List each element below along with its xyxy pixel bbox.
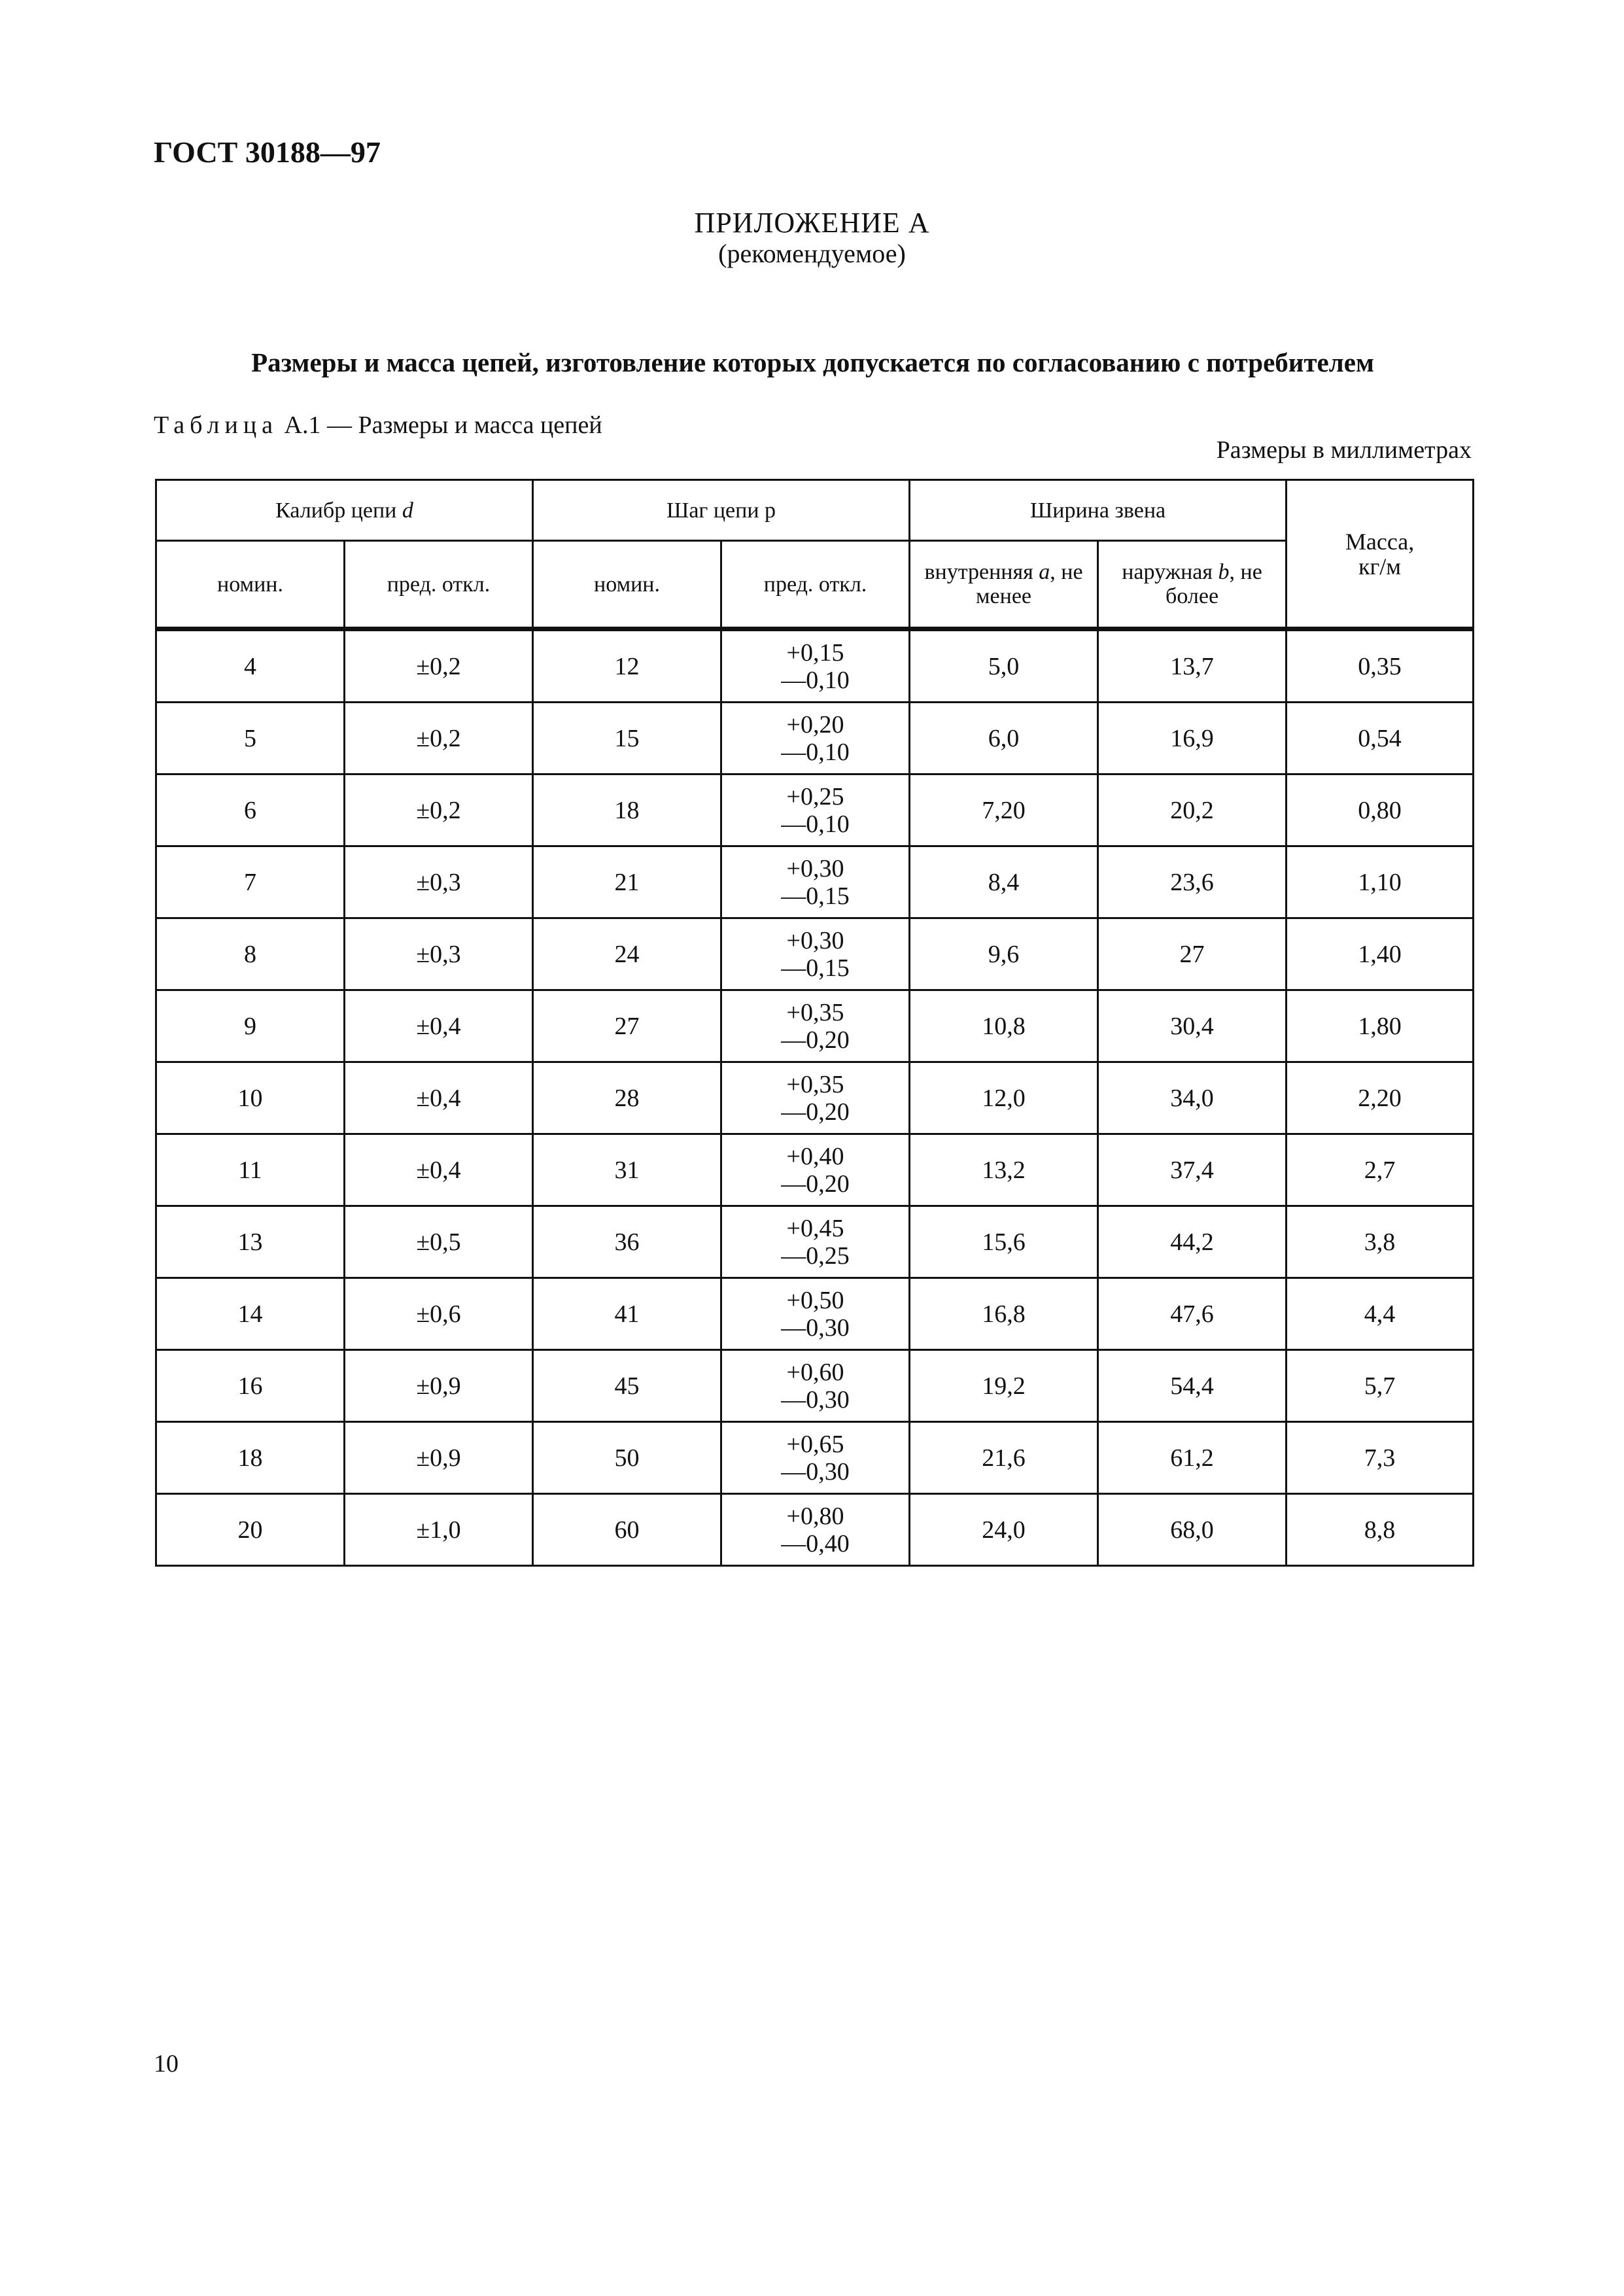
pitch-deviation-plus: +0,15	[786, 638, 844, 667]
pitch-deviation-minus: —0,20	[781, 1098, 850, 1126]
pitch-nominal-cell: 27	[533, 990, 721, 1062]
caliber-deviation-cell: ±0,4	[345, 1062, 533, 1134]
header-pitch: Шаг цепи р	[533, 480, 910, 541]
caliber-nominal-cell: 9	[156, 990, 345, 1062]
pitch-deviation-cell	[721, 1350, 910, 1422]
pitch-deviation-plus: +0,30	[786, 926, 844, 954]
outer-width-cell: 16,9	[1098, 703, 1287, 774]
caliber-deviation-cell: ±0,2	[345, 703, 533, 774]
mass-cell: 8,8	[1287, 1494, 1474, 1566]
caliber-nominal-cell: 8	[156, 918, 345, 990]
table-row	[156, 918, 1474, 990]
pitch-deviation-cell	[721, 1206, 910, 1278]
header-mass: Масса, кг/м	[1287, 480, 1474, 629]
pitch-nominal-cell: 50	[533, 1422, 721, 1494]
table-body	[156, 629, 1474, 1566]
pitch-deviation-plus: +0,40	[786, 1142, 844, 1170]
caliber-deviation-cell: ±0,5	[345, 1206, 533, 1278]
pitch-deviation-plus: +0,30	[786, 854, 844, 882]
chain-dimensions-table	[155, 479, 1474, 1567]
caliber-nominal-cell: 11	[156, 1134, 345, 1206]
pitch-nominal-cell: 12	[533, 629, 721, 703]
outer-width-cell: 61,2	[1098, 1422, 1287, 1494]
pitch-deviation-cell	[721, 1494, 910, 1566]
inner-width-cell: 7,20	[910, 774, 1098, 846]
caliber-deviation-cell: ±0,9	[345, 1422, 533, 1494]
caliber-deviation-cell: ±0,3	[345, 918, 533, 990]
section-heading: Размеры и масса цепей, изготовление которых допускается по согласованию с потребителем	[251, 347, 1374, 377]
mass-cell: 1,10	[1287, 846, 1474, 918]
inner-width-cell: 24,0	[910, 1494, 1098, 1566]
pitch-deviation-minus: —0,10	[781, 810, 850, 838]
inner-width-cell: 6,0	[910, 703, 1098, 774]
pitch-deviation-cell	[721, 1422, 910, 1494]
mass-cell: 0,80	[1287, 774, 1474, 846]
pitch-deviation-plus: +0,25	[786, 782, 844, 810]
pitch-deviation-minus: —0,10	[781, 738, 850, 766]
pitch-deviation-plus: +0,50	[786, 1286, 844, 1314]
pitch-deviation-plus: +0,45	[786, 1214, 844, 1242]
pitch-nominal-cell: 41	[533, 1278, 721, 1350]
pitch-nominal-cell: 28	[533, 1062, 721, 1134]
pitch-deviation-plus: +0,60	[786, 1358, 844, 1386]
inner-width-cell: 5,0	[910, 629, 1098, 703]
table-row	[156, 1062, 1474, 1134]
outer-width-cell: 34,0	[1098, 1062, 1287, 1134]
mass-cell: 2,20	[1287, 1062, 1474, 1134]
pitch-deviation-cell	[721, 1134, 910, 1206]
document-code: ГОСТ 30188—97	[154, 135, 381, 169]
pitch-deviation-cell	[721, 774, 910, 846]
mass-cell: 3,8	[1287, 1206, 1474, 1278]
table-row	[156, 1278, 1474, 1350]
table-header-row-1	[156, 480, 1474, 541]
table-row	[156, 846, 1474, 918]
pitch-deviation-plus: +0,35	[786, 998, 844, 1026]
pitch-deviation-minus: —0,30	[781, 1313, 850, 1342]
pitch-deviation-plus: +0,65	[786, 1430, 844, 1458]
table-row	[156, 629, 1474, 703]
appendix-subtitle: (рекомендуемое)	[718, 239, 906, 268]
outer-width-cell: 23,6	[1098, 846, 1287, 918]
inner-width-cell: 12,0	[910, 1062, 1098, 1134]
pitch-deviation-cell	[721, 703, 910, 774]
caliber-deviation-cell: ±1,0	[345, 1494, 533, 1566]
caliber-nominal-cell: 7	[156, 846, 345, 918]
outer-width-cell: 27	[1098, 918, 1287, 990]
caliber-deviation-cell: ±0,2	[345, 629, 533, 703]
table-row	[156, 990, 1474, 1062]
appendix-header	[0, 207, 1624, 268]
mass-cell: 0,35	[1287, 629, 1474, 703]
caliber-nominal-cell: 20	[156, 1494, 345, 1566]
inner-width-cell: 13,2	[910, 1134, 1098, 1206]
caliber-nominal-cell: 14	[156, 1278, 345, 1350]
table-caption	[154, 411, 602, 440]
pitch-deviation-cell	[721, 629, 910, 703]
caliber-nominal-cell: 6	[156, 774, 345, 846]
caliber-deviation-cell: ±0,6	[345, 1278, 533, 1350]
mass-cell: 0,54	[1287, 703, 1474, 774]
pitch-nominal-cell: 45	[533, 1350, 721, 1422]
caliber-nominal-cell: 10	[156, 1062, 345, 1134]
caliber-nominal-cell: 4	[156, 629, 345, 703]
pitch-deviation-minus: —0,15	[781, 954, 850, 982]
pitch-nominal-cell: 60	[533, 1494, 721, 1566]
pitch-deviation-minus: —0,20	[781, 1026, 850, 1054]
table-row	[156, 1494, 1474, 1566]
pitch-deviation-cell	[721, 990, 910, 1062]
table-row	[156, 1422, 1474, 1494]
mass-cell: 4,4	[1287, 1278, 1474, 1350]
outer-width-cell: 13,7	[1098, 629, 1287, 703]
outer-width-cell: 30,4	[1098, 990, 1287, 1062]
pitch-nominal-cell: 24	[533, 918, 721, 990]
header-pitch-nominal: номин.	[533, 541, 721, 629]
pitch-deviation-minus: —0,25	[781, 1242, 850, 1270]
pitch-deviation-minus: —0,15	[781, 882, 850, 910]
caliber-nominal-cell: 16	[156, 1350, 345, 1422]
outer-width-cell: 37,4	[1098, 1134, 1287, 1206]
pitch-deviation-minus: —0,10	[781, 666, 850, 694]
pitch-deviation-plus: +0,35	[786, 1070, 844, 1098]
outer-width-cell: 44,2	[1098, 1206, 1287, 1278]
table-row	[156, 1350, 1474, 1422]
caliber-deviation-cell: ±0,4	[345, 990, 533, 1062]
pitch-deviation-cell	[721, 1278, 910, 1350]
caliber-deviation-cell: ±0,3	[345, 846, 533, 918]
inner-width-cell: 19,2	[910, 1350, 1098, 1422]
pitch-nominal-cell: 36	[533, 1206, 721, 1278]
table-caption-text: А.1 — Размеры и масса цепей	[278, 411, 602, 439]
caliber-deviation-cell: ±0,4	[345, 1134, 533, 1206]
caliber-deviation-cell: ±0,2	[345, 774, 533, 846]
table-caption-label: Таблица	[154, 411, 279, 439]
outer-width-cell: 47,6	[1098, 1278, 1287, 1350]
pitch-deviation-cell	[721, 1062, 910, 1134]
mass-cell: 2,7	[1287, 1134, 1474, 1206]
inner-width-cell: 21,6	[910, 1422, 1098, 1494]
pitch-nominal-cell: 31	[533, 1134, 721, 1206]
table-row	[156, 774, 1474, 846]
caliber-nominal-cell: 13	[156, 1206, 345, 1278]
table-row	[156, 1206, 1474, 1278]
inner-width-cell: 9,6	[910, 918, 1098, 990]
pitch-deviation-cell	[721, 918, 910, 990]
inner-width-cell: 16,8	[910, 1278, 1098, 1350]
table-row	[156, 703, 1474, 774]
outer-width-cell: 54,4	[1098, 1350, 1287, 1422]
pitch-deviation-minus: —0,20	[781, 1170, 850, 1198]
pitch-deviation-plus: +0,20	[786, 710, 844, 739]
pitch-deviation-minus: —0,30	[781, 1457, 850, 1486]
mass-cell: 1,80	[1287, 990, 1474, 1062]
table-row	[156, 1134, 1474, 1206]
table-header-row-2	[156, 541, 1474, 629]
caliber-nominal-cell: 18	[156, 1422, 345, 1494]
pitch-deviation-minus: —0,30	[781, 1385, 850, 1414]
caliber-deviation-cell: ±0,9	[345, 1350, 533, 1422]
mass-cell: 7,3	[1287, 1422, 1474, 1494]
header-inner-width: внутренняя a, не менее	[910, 541, 1098, 629]
pitch-nominal-cell: 18	[533, 774, 721, 846]
pitch-deviation-minus: —0,40	[781, 1529, 850, 1557]
header-caliber: Калибр цепи d	[156, 480, 533, 541]
outer-width-cell: 20,2	[1098, 774, 1287, 846]
inner-width-cell: 8,4	[910, 846, 1098, 918]
header-pitch-deviation: пред. откл.	[721, 541, 910, 629]
appendix-title: ПРИЛОЖЕНИЕ А	[694, 207, 930, 239]
page-number: 10	[154, 2050, 179, 2078]
units-note: Размеры в миллиметрах	[1216, 436, 1472, 464]
header-outer-width: наружная b, не более	[1098, 541, 1287, 629]
inner-width-cell: 10,8	[910, 990, 1098, 1062]
header-caliber-deviation: пред. откл.	[345, 541, 533, 629]
header-caliber-nominal: номин.	[156, 541, 345, 629]
mass-cell: 1,40	[1287, 918, 1474, 990]
pitch-nominal-cell: 21	[533, 846, 721, 918]
header-link-width: Ширина звена	[910, 480, 1287, 541]
mass-cell: 5,7	[1287, 1350, 1474, 1422]
pitch-deviation-cell	[721, 846, 910, 918]
outer-width-cell: 68,0	[1098, 1494, 1287, 1566]
pitch-nominal-cell: 15	[533, 703, 721, 774]
inner-width-cell: 15,6	[910, 1206, 1098, 1278]
caliber-nominal-cell: 5	[156, 703, 345, 774]
pitch-deviation-plus: +0,80	[786, 1502, 844, 1530]
